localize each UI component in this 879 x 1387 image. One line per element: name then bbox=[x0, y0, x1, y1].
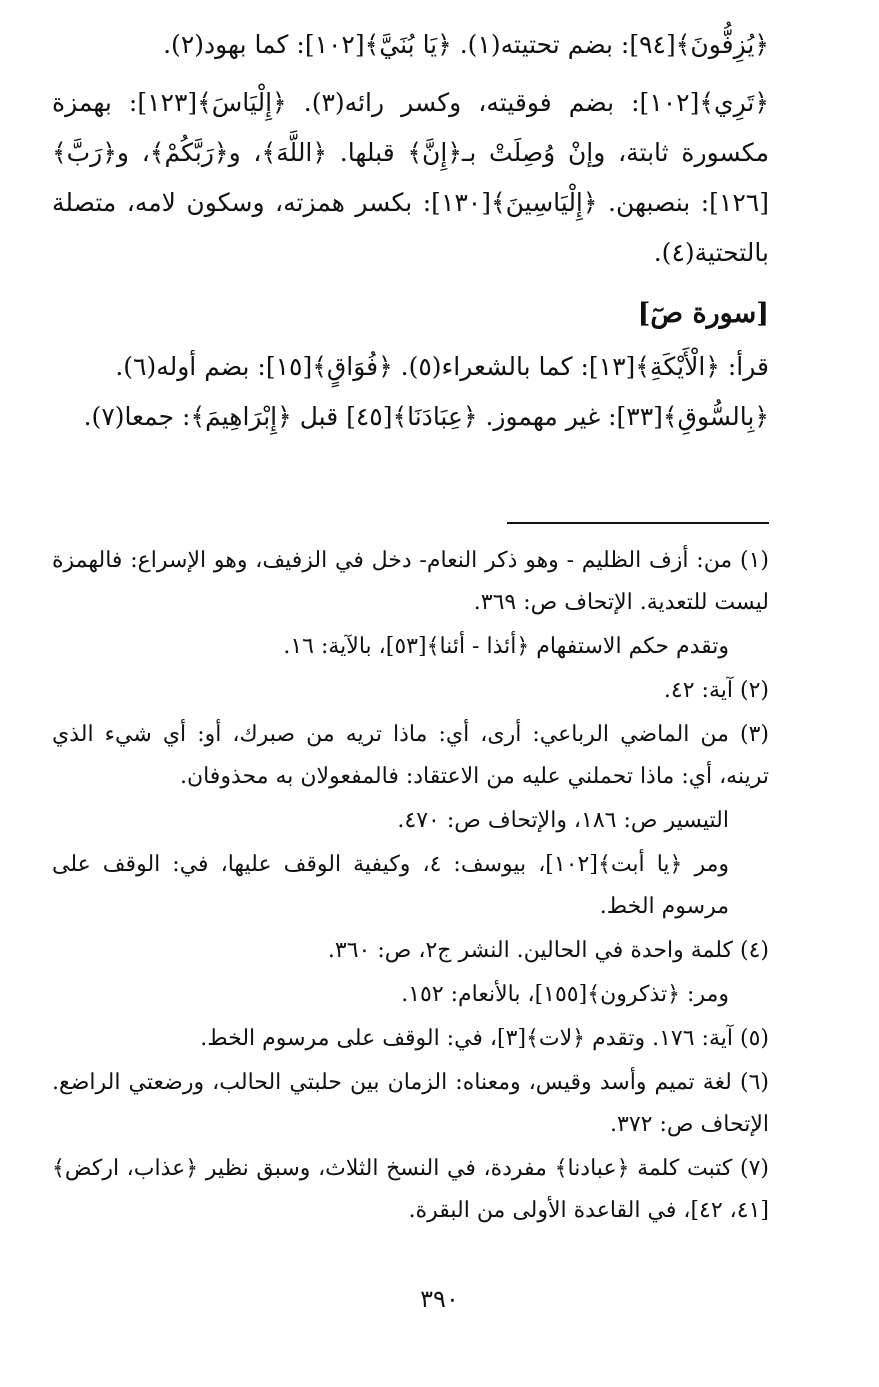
footnote-continuation: التيسير ص: ١٨٦، والإتحاف ص: ٤٧٠. bbox=[397, 808, 729, 833]
footnotes bbox=[52, 540, 769, 1234]
footnote: (٥) آية: ١٧٦. وتقدم ﴿لات﴾[٣]، في: الوقف على مرسوم الخط. bbox=[200, 1026, 769, 1051]
page-number: ٣٩٠ bbox=[420, 1285, 459, 1313]
footnote: (١) من: أزف الظليم - وهو ذكر النعام- دخل في الزفيف، وهو الإسراع: فالهمزة ليست للتعدية. الإتحاف ص: ٣٦٩. bbox=[52, 548, 769, 615]
footnote: (٧) كتبت كلمة ﴿عبادنا﴾ مفردة، في النسخ الثلاث، وسبق نظير ﴿عذاب، اركض﴾[٤١، ٤٢]، في القاعدة الأولى من البقرة. bbox=[52, 1156, 769, 1223]
footnote: (٢) آية: ٤٢. bbox=[663, 678, 769, 703]
main-text bbox=[52, 20, 769, 442]
sura-heading: [سورة صٓ] bbox=[637, 298, 769, 329]
sura-paragraph: ﴿بِالسُّوقِ﴾[٣٣]: غير مهموز. ﴿عِبَادَنَا﴾[٤٥] قبل ﴿إِبْرَاهِيمَ﴾: جمعا(٧). bbox=[83, 402, 769, 431]
main-paragraph: ﴿تَرِي﴾[١٠٢]: بضم فوقيته، وكسر رائه(٣). ﴿إِلْيَاسَ﴾[١٢٣]: بهمزة مكسورة ثابتة، وإنْ وُصِلَتْ بـ﴿إِنَّ﴾ قبلها. ﴿اللَّهَ﴾، و﴿رَبَّكُمْ﴾، و﴿رَبَّ﴾[١٢٦]: بنصبهن. ﴿إِلْيَاسِينَ﴾[١٣٠]: بكسر همزته، وسكون لامه، متصلة بالتحتية(٤). bbox=[52, 88, 770, 267]
footnote-continuation: ومر: ﴿تذكرون﴾[١٥٥]، بالأنعام: ١٥٢. bbox=[401, 982, 729, 1007]
footnote-separator bbox=[507, 522, 769, 524]
footnote-continuation: ومر ﴿يا أبت﴾[١٠٢]، بيوسف: ٤، وكيفية الوقف عليها، في: الوقف على مرسوم الخط. bbox=[52, 852, 730, 919]
footnote: (٦) لغة تميم وأسد وقيس، ومعناه: الزمان بين حلبتي الحالب، ورضعتي الراضع. الإتحاف ص: ٣٧٢. bbox=[52, 1070, 769, 1137]
main-paragraph: ﴿يُزِفُّونَ﴾[٩٤]: بضم تحتيته(١). ﴿يَا بُنَيَّ﴾[١٠٢]: كما بهود(٢). bbox=[163, 30, 769, 59]
footnote: (٤) كلمة واحدة في الحالين. النشر ج٢، ص: ٣٦٠. bbox=[327, 938, 769, 963]
footnote-continuation: وتقدم حكم الاستفهام ﴿أئذا - أئنا﴾[٥٣]، بالآية: ١٦. bbox=[283, 634, 729, 659]
footnote: (٣) من الماضي الرباعي: أرى، أي: ماذا تريه من صبرك، أو: أي شيء الذي ترينه، أي: ماذا تحملني عليه من الاعتقاد: فالمفعولان به محذوفان. bbox=[52, 722, 769, 789]
sura-paragraph: قرأ: ﴿الْأَيْكَةِ﴾[١٣]: كما بالشعراء(٥). ﴿فُوَاقٍ﴾[١٥]: بضم أوله(٦). bbox=[115, 352, 769, 381]
